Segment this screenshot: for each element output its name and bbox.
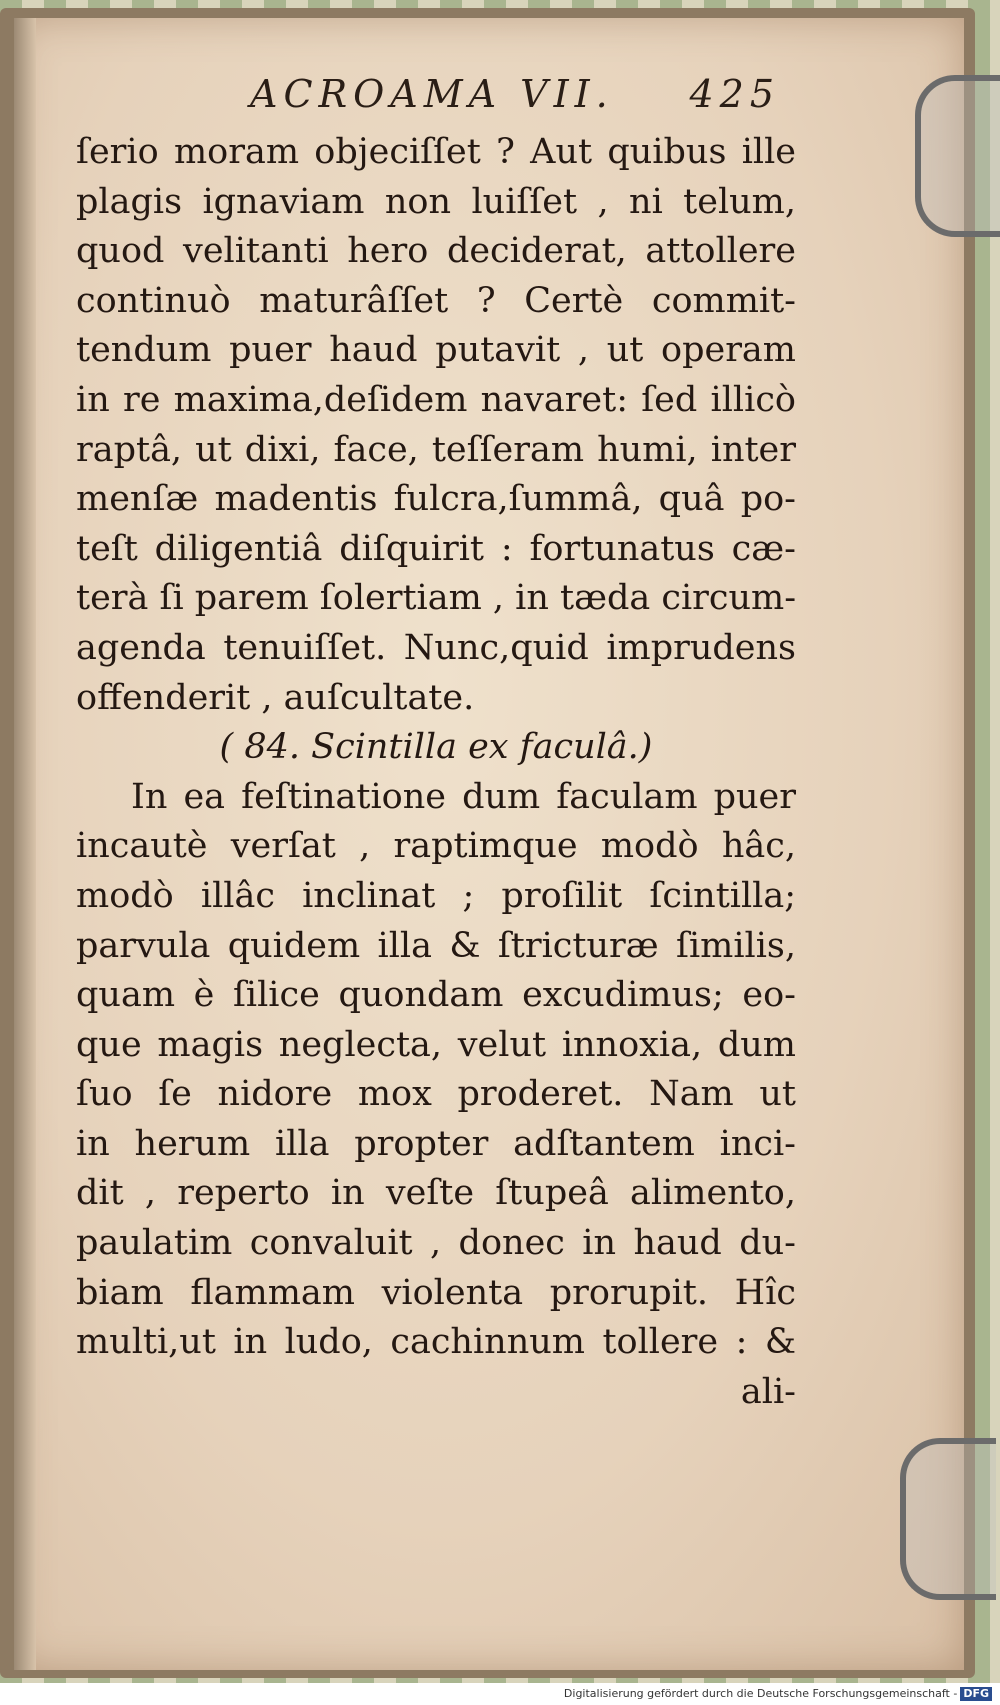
credit-text: Digitalisierung gefördert durch die Deutsche Forschungsgemeinschaft - [563,1687,958,1700]
text-line: modò illâc inclinat ; proſilit ſcintilla; [76,875,796,916]
text-line: in herum illa propter adſtantem inci- [76,1123,796,1164]
text-line: agenda tenuiſſet. Nunc,quid imprudens [76,627,796,668]
text-line: tendum puer haud putavit , ut operam [76,330,796,371]
text-line: quam è ſilice quondam excudimus; eo- [76,975,796,1016]
running-title: ACROAMA VII. [250,72,614,116]
text-line: offenderit , auſcultate. [76,677,475,718]
text-line: multi,ut in ludo, cachinnum tollere : & [76,1322,796,1363]
text-line: quod velitanti hero deciderat, attollere [76,231,796,272]
text-line: teſt diligentiâ diſquirit : fortunatus cæ- [76,528,796,569]
text-line: menſæ madentis fulcra,ſummâ, quâ po- [76,479,796,520]
text-line: continuò maturâſſet ? Certè commit- [76,280,796,321]
catchword: ali- [740,1371,796,1412]
text-line: plagis ignaviam non luiſſet , ni telum, [76,181,796,222]
text-line: parvula quidem illa & ſtricturæ ſimilis, [76,925,796,966]
digitization-credit [0,1683,1000,1705]
clasp-bottom-icon [900,1438,996,1600]
text-line: raptâ, ut dixi, face, teſſeram humi, inter [76,429,796,470]
text-line: ſuo ſe nidore mox proderet. Nam ut [76,1074,796,1115]
text-line: In ea feſtinatione dum faculam puer [131,776,796,817]
text-line: que magis neglecta, velut innoxia, dum [76,1024,796,1065]
text-line: in re maxima,deſidem navaret: ſed illicò [76,379,796,420]
text-line: ſerio moram objeciſſet ? Aut quibus ille [76,132,796,172]
text-line: paulatim convaluit , donec in haud du- [76,1223,796,1264]
section-heading: ( 84. Scintilla ex faculâ.) [219,727,653,768]
body-text [76,128,796,1417]
text-line: terà ſi parem ſolertiam , in tæda circum- [76,578,797,619]
page-number: 425 [689,72,780,116]
dfg-logo: DFG [960,1687,992,1701]
text-line: incautè verſat , raptimque modò hâc, [76,826,796,867]
clasp-top-icon [915,75,1000,237]
page-gutter [14,18,36,1670]
text-line: biam flammam violenta prorupit. Hîc [76,1272,796,1313]
running-header [250,72,780,116]
text-line: dit , reperto in veſte ſtupeâ alimento, [76,1173,796,1214]
